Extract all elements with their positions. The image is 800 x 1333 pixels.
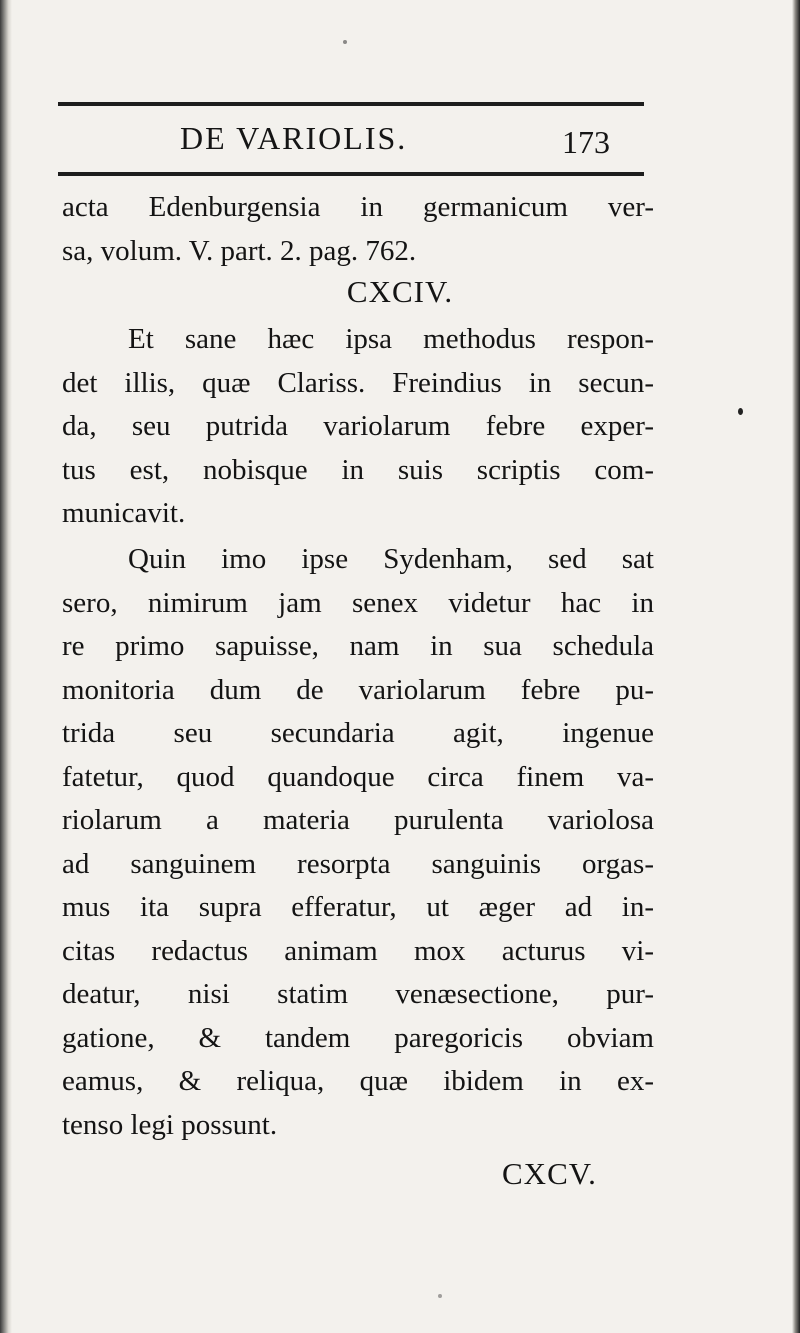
text-line: deatur, nisi statim venæsectione, pur- xyxy=(62,978,654,1010)
text-line: da, seu putrida variolarum febre exper- xyxy=(62,410,654,442)
text-line: riolarum a materia purulenta variolosa xyxy=(62,804,654,836)
page-gutter-shadow xyxy=(0,0,12,1333)
text-line: Et sane hæc ipsa methodus respon- xyxy=(128,323,654,355)
text-line: fatetur, quod quandoque circa finem va- xyxy=(62,760,654,793)
text-line: trida seu secundaria agit, ingenue xyxy=(62,717,654,749)
paragraph-1 xyxy=(62,318,654,536)
text-line: municavit. xyxy=(62,497,186,529)
text-line: det illis, quæ Clariss. Freindius in secun- xyxy=(62,366,654,399)
page-number: 173 xyxy=(562,124,610,160)
text-line: sero, nimirum jam senex videtur hac in xyxy=(62,586,654,619)
text-line: eamus, & reliqua, quæ ibidem in ex- xyxy=(62,1065,654,1097)
text-line: tenso legi possunt. xyxy=(62,1108,278,1141)
continuation-text xyxy=(62,186,654,273)
page-edge-shadow xyxy=(792,0,800,1333)
header-rule-bottom xyxy=(58,172,644,176)
text-line: ad sanguinem resorpta sanguinis orgas- xyxy=(62,847,654,880)
paragraph-2 xyxy=(62,538,654,1147)
header-rule-top xyxy=(58,102,644,106)
paper-speck xyxy=(738,408,743,415)
paper-speck xyxy=(343,40,347,44)
section-heading-next: CXCV. xyxy=(502,1156,597,1191)
text-line: citas redactus animam mox acturus vi- xyxy=(62,934,654,967)
running-title: DE VARIOLIS. xyxy=(180,120,408,156)
text-line: sa, volum. V. part. 2. pag. 762. xyxy=(62,234,417,267)
text-line: re primo sapuisse, nam in sua schedula xyxy=(62,630,654,662)
text-line: acta Edenburgensia in germanicum ver- xyxy=(62,191,654,223)
text-line: Quin imo ipse Sydenham, sed sat xyxy=(128,543,654,575)
text-line: mus ita supra efferatur, ut æger ad in- xyxy=(62,891,654,923)
paper-speck xyxy=(438,1294,442,1298)
text-line: tus est, nobisque in suis scriptis com- xyxy=(62,453,654,486)
text-line: monitoria dum de variolarum febre pu- xyxy=(62,673,654,706)
section-heading: CXCIV. xyxy=(346,274,454,309)
text-line: gatione, & tandem paregoricis obviam xyxy=(62,1021,654,1054)
